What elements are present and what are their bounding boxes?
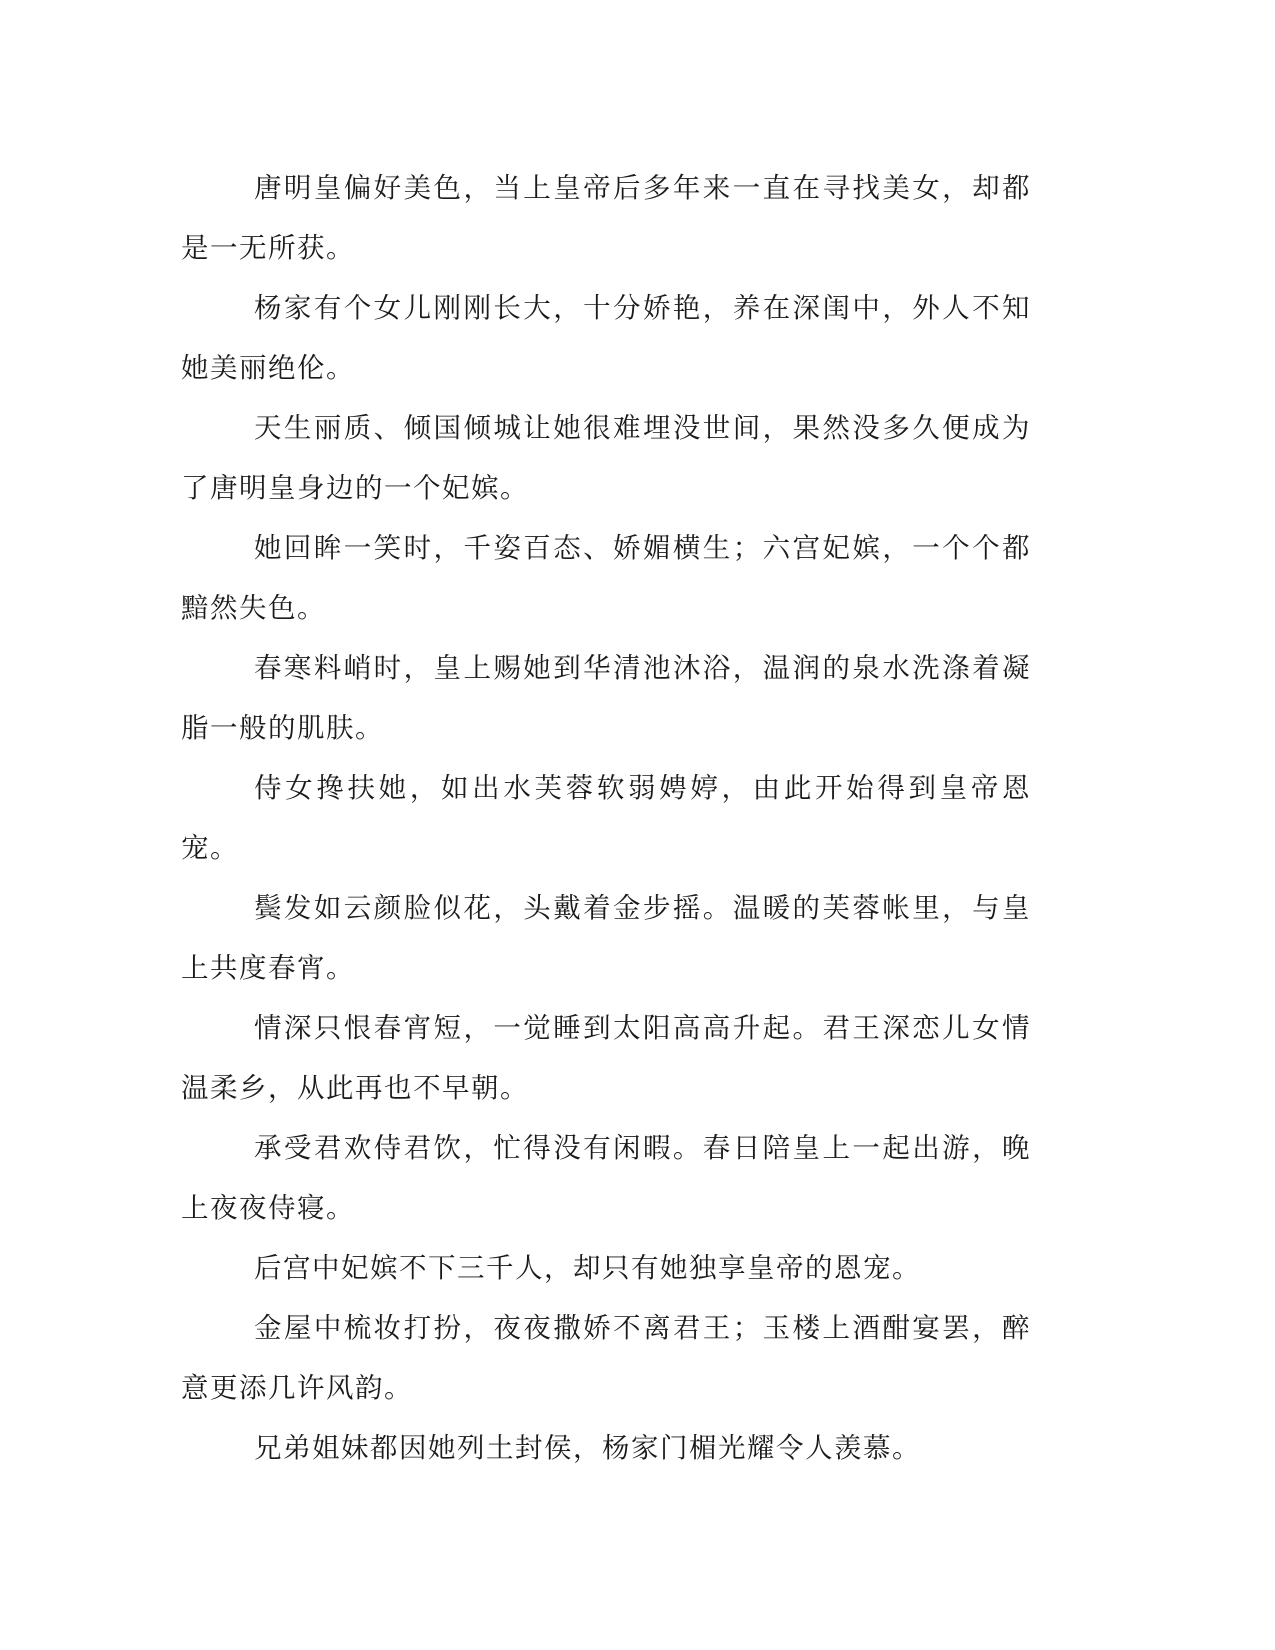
paragraph-9: 承受君欢侍君饮，忙得没有闲暇。春日陪皇上一起出游，晚上夜夜侍寝。	[181, 1132, 1031, 1224]
paragraph-11: 金屋中梳妆打扮，夜夜撒娇不离君王；玉楼上酒酣宴罢，醉意更添几许风韵。	[181, 1312, 1031, 1404]
paragraph-12: 兄弟姐妹都因她列土封侯，杨家门楣光耀令人羡慕。	[254, 1432, 921, 1464]
paragraph-6: 侍女搀扶她，如出水芙蓉软弱娉婷，由此开始得到皇帝恩宠。	[181, 772, 1031, 864]
paragraph-8: 情深只恨春宵短，一觉睡到太阳高高升起。君王深恋儿女情温柔乡，从此再也不早朝。	[181, 1012, 1031, 1104]
paragraph-5: 春寒料峭时，皇上赐她到华清池沐浴，温润的泉水洗涤着凝脂一般的肌肤。	[181, 652, 1031, 744]
paragraph-1: 唐明皇偏好美色，当上皇帝后多年来一直在寻找美女，却都是一无所获。	[181, 172, 1031, 264]
paragraph-4: 她回眸一笑时，千姿百态、娇媚横生；六宫妃嫔，一个个都黯然失色。	[181, 532, 1031, 624]
paragraph-7: 鬓发如云颜脸似花，头戴着金步摇。温暖的芙蓉帐里，与皇上共度春宵。	[181, 892, 1031, 984]
document-body	[181, 158, 1031, 1478]
paragraph-2: 杨家有个女儿刚刚长大，十分娇艳，养在深闺中，外人不知她美丽绝伦。	[181, 292, 1031, 384]
paragraph-3: 天生丽质、倾国倾城让她很难埋没世间，果然没多久便成为了唐明皇身边的一个妃嫔。	[181, 412, 1031, 504]
paragraph-10: 后宫中妃嫔不下三千人，却只有她独享皇帝的恩宠。	[254, 1252, 921, 1284]
